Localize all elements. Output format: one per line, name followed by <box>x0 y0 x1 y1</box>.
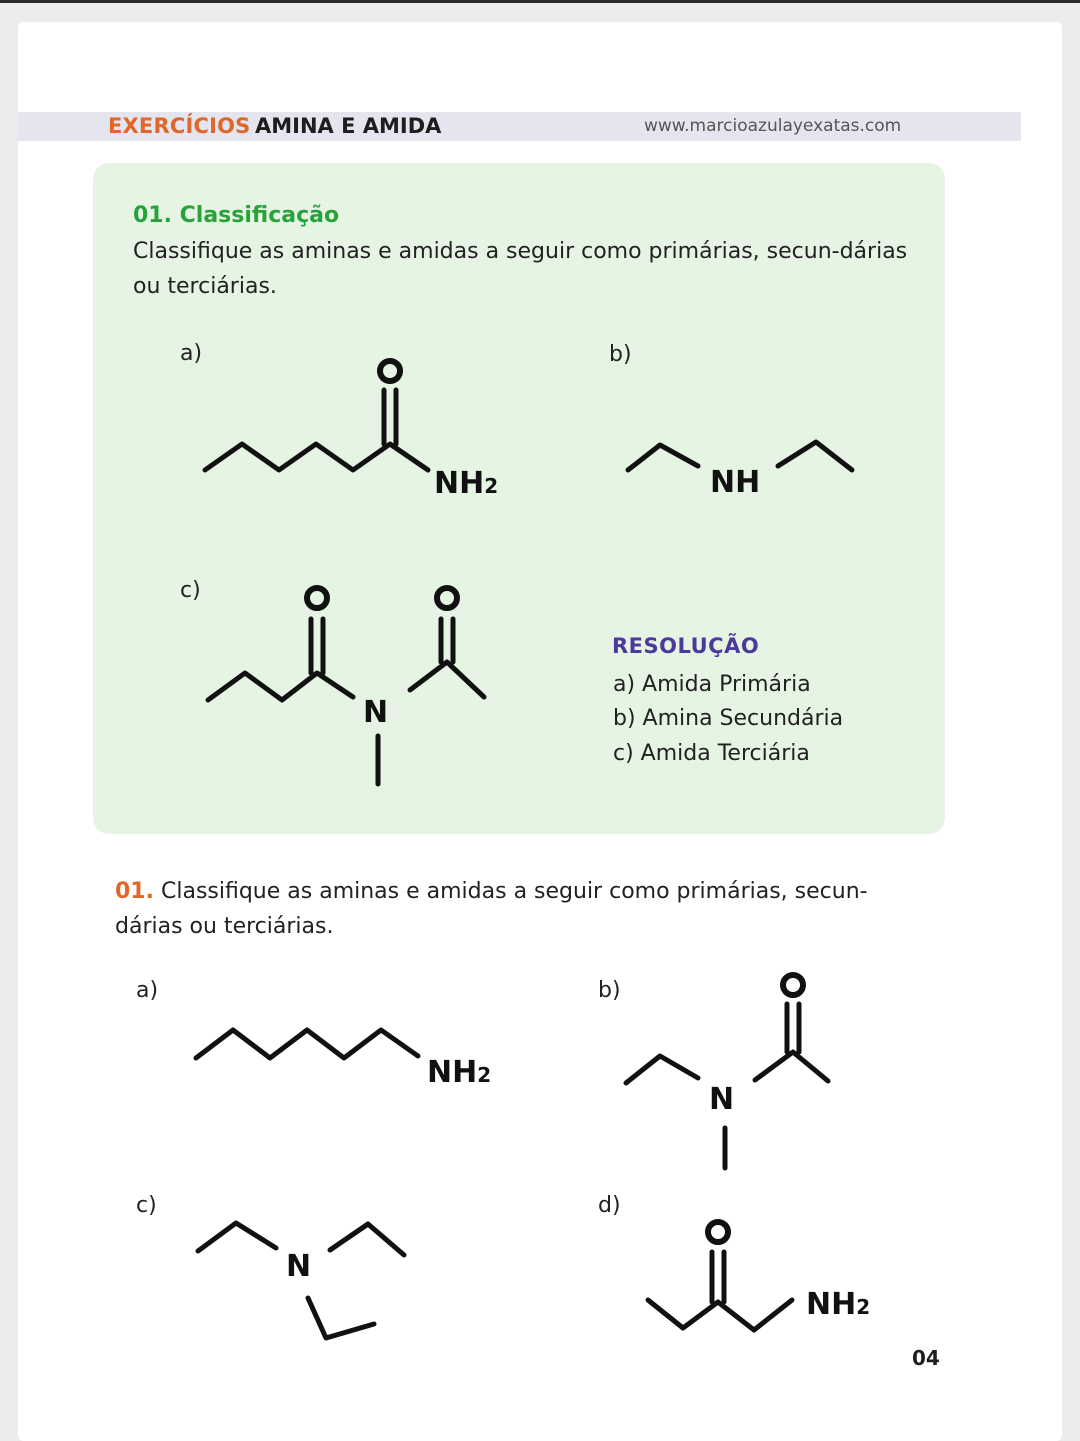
example-title: 01. Classificação <box>133 203 340 228</box>
oxygen-atom <box>437 588 457 608</box>
exercise-label-c: c) <box>136 1193 157 1218</box>
molecule-example-a <box>205 361 498 501</box>
header-section: EXERCÍCIOS <box>108 114 251 138</box>
molecule-example-b <box>628 442 852 500</box>
n-label: N <box>286 1249 312 1284</box>
header-url: www.marcioazulayexatas.com <box>644 116 902 136</box>
example-label-c: c) <box>180 578 201 603</box>
oxygen-atom <box>783 975 803 995</box>
amine-group-label: NH2 <box>806 1287 871 1322</box>
oxygen-atom <box>708 1222 728 1242</box>
molecule-exercise-a <box>196 1030 491 1090</box>
amine-group-label: NH2 <box>434 466 499 501</box>
oxygen-atom <box>380 361 400 381</box>
header-topic: AMINA E AMIDA <box>255 114 442 138</box>
amine-group-label: NH2 <box>427 1055 492 1090</box>
resolution-title: RESOLUÇÃO <box>612 634 760 658</box>
nh-label: NH <box>710 465 761 500</box>
molecule-exercise-d <box>648 1222 870 1330</box>
exercise-label-a: a) <box>136 978 159 1003</box>
exercise-text: Classifique as aminas e amidas a seguir como primárias, secun-dárias ou terciárias. <box>115 879 868 939</box>
oxygen-atom <box>307 588 327 608</box>
exercise-label-d: d) <box>598 1193 621 1218</box>
molecule-example-c <box>208 588 484 784</box>
resolution-item-a: a) Amida Primária <box>613 672 811 697</box>
resolution-item-c: c) Amida Terciária <box>613 741 810 766</box>
n-label: N <box>363 695 389 730</box>
molecule-exercise-c <box>198 1223 404 1338</box>
exercise-number: 01. <box>115 879 154 904</box>
example-label-a: a) <box>180 341 203 366</box>
example-label-b: b) <box>609 342 632 367</box>
example-text: Classifique as aminas e amidas a seguir como primárias, secun-dárias ou terciárias. <box>133 239 908 299</box>
molecule-exercise-b <box>626 975 828 1168</box>
exercise-label-b: b) <box>598 978 621 1003</box>
n-label: N <box>709 1082 735 1117</box>
page-number: 04 <box>912 1346 940 1370</box>
resolution-item-b: b) Amina Secundária <box>613 706 844 731</box>
